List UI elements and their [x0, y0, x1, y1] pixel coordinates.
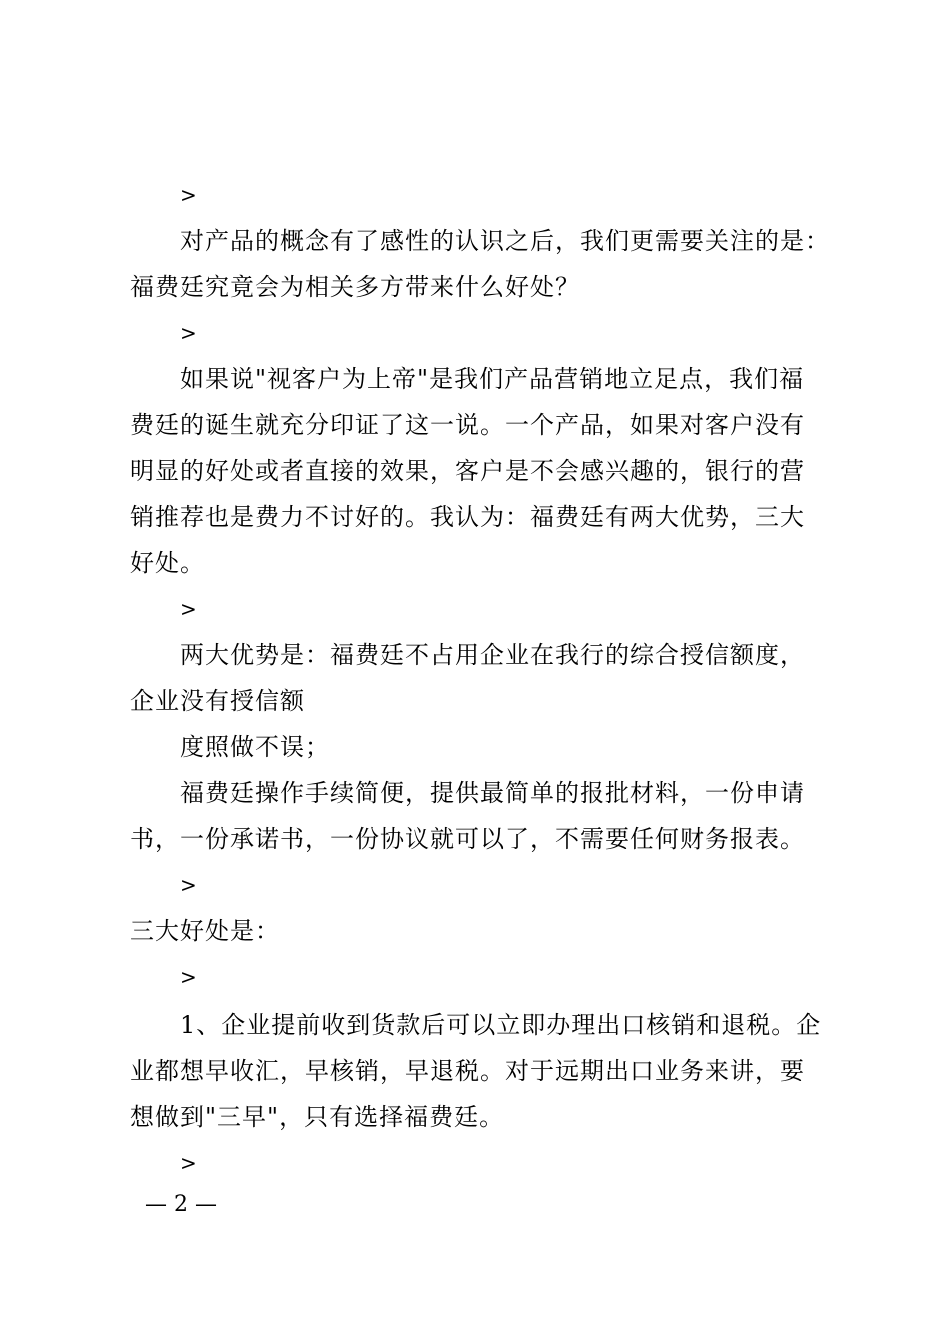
section-marker: > — [180, 183, 198, 207]
paragraph-line: 费廷的诞生就充分印证了这一说。一个产品，如果对客户没有 — [130, 411, 805, 439]
section-marker: > — [180, 597, 198, 621]
section-marker: > — [180, 321, 198, 345]
paragraph-line: 想做到"三早"，只有选择福费廷。 — [130, 1103, 505, 1131]
paragraph-line: 三大好处是： — [130, 917, 280, 945]
paragraph-line: 销推荐也是费力不讨好的。我认为：福费廷有两大优势，三大 — [130, 503, 805, 531]
paragraph-line: 度照做不误； — [180, 733, 330, 761]
paragraph-line: 企业没有授信额 — [130, 687, 305, 715]
section-marker: > — [180, 965, 198, 989]
paragraph-line: 业都想早收汇，早核销，早退税。对于远期出口业务来讲，要 — [130, 1057, 805, 1085]
section-marker: > — [180, 873, 198, 897]
paragraph-line: 两大优势是：福费廷不占用企业在我行的综合授信额度， — [180, 641, 805, 669]
page-number: — 2 — — [145, 1192, 217, 1217]
section-marker: > — [180, 1151, 198, 1175]
paragraph-line: 福费廷操作手续简便，提供最简单的报批材料，一份申请 — [180, 779, 805, 807]
paragraph-line: 明显的好处或者直接的效果，客户是不会感兴趣的，银行的营 — [130, 457, 805, 485]
paragraph-line: 如果说"视客户为上帝"是我们产品营销地立足点，我们福 — [180, 365, 805, 393]
paragraph-line: 1、企业提前收到货款后可以立即办理出口核销和退税。企 — [180, 1011, 822, 1039]
paragraph-line: 对产品的概念有了感性的认识之后，我们更需要关注的是： — [180, 227, 830, 255]
paragraph-line: 福费廷究竟会为相关多方带来什么好处？ — [130, 273, 580, 301]
paragraph-line: 书，一份承诺书，一份协议就可以了，不需要任何财务报表。 — [130, 825, 805, 853]
paragraph-line: 好处。 — [130, 549, 205, 577]
